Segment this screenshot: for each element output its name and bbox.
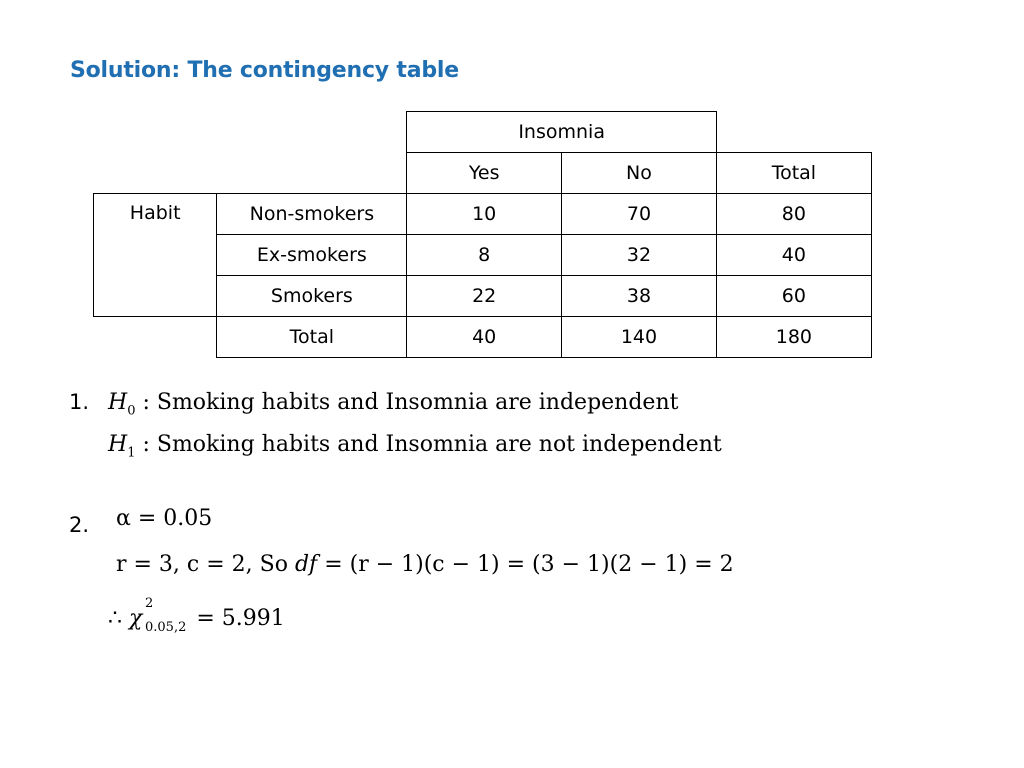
chi-superscript: 2 <box>145 596 154 611</box>
chi-value: = 5.991 <box>196 606 285 631</box>
row-label: Smokers <box>217 276 407 317</box>
hypothesis-h0 <box>108 390 678 418</box>
cell-no: 70 <box>562 194 717 235</box>
h0-subscript: 0 <box>127 403 136 419</box>
contingency-table <box>93 111 1024 358</box>
chi-square-critical-value <box>108 596 285 635</box>
df-line-part-c: = (r − 1)(c − 1) = (3 − 1)(2 − 1) = 2 <box>317 552 734 577</box>
table-total-row <box>94 317 1024 358</box>
cell-total: 180 <box>716 317 871 358</box>
cell-no: 140 <box>562 317 717 358</box>
df-line <box>116 552 734 577</box>
h1-subscript: 1 <box>127 445 136 461</box>
cell-total: 60 <box>716 276 871 317</box>
step-1-number: 1. <box>69 390 90 414</box>
h0-symbol: H <box>108 390 128 415</box>
cell-yes: 10 <box>407 194 562 235</box>
table-header-row-1 <box>94 112 1024 153</box>
h0-text: : Smoking habits and Insomnia are independent <box>142 390 679 415</box>
alpha-line: α = 0.05 <box>116 506 213 531</box>
table-header-row-2 <box>94 153 1024 194</box>
cell-total: 40 <box>716 235 871 276</box>
cell-yes: 40 <box>407 317 562 358</box>
step-2-number: 2. <box>69 513 90 537</box>
cell-no: 32 <box>562 235 717 276</box>
row-label-total: Total <box>217 317 407 358</box>
row-group-habit: Habit <box>94 194 217 317</box>
hypothesis-h1 <box>108 432 722 460</box>
cell-total: 80 <box>716 194 871 235</box>
chi-subscript: 0.05,2 <box>145 620 187 635</box>
cell-no: 38 <box>562 276 717 317</box>
col-header-no: No <box>562 153 717 194</box>
df-symbol: df <box>294 552 318 577</box>
df-line-part-a: r = 3, c = 2, So <box>116 552 295 577</box>
table-row <box>94 194 1024 235</box>
row-label: Non-smokers <box>217 194 407 235</box>
h1-symbol: H <box>108 432 128 457</box>
table-row <box>94 276 1024 317</box>
therefore-symbol: ∴ <box>108 606 129 631</box>
chi-symbol: χ <box>129 606 143 631</box>
cell-yes: 8 <box>407 235 562 276</box>
page-title: Solution: The contingency table <box>70 58 459 83</box>
col-header-yes: Yes <box>407 153 562 194</box>
row-label: Ex-smokers <box>217 235 407 276</box>
table-row <box>94 235 1024 276</box>
col-header-total: Total <box>716 153 871 194</box>
h1-text: : Smoking habits and Insomnia are not independent <box>142 432 722 457</box>
cell-yes: 22 <box>407 276 562 317</box>
insomnia-header: Insomnia <box>407 112 717 153</box>
